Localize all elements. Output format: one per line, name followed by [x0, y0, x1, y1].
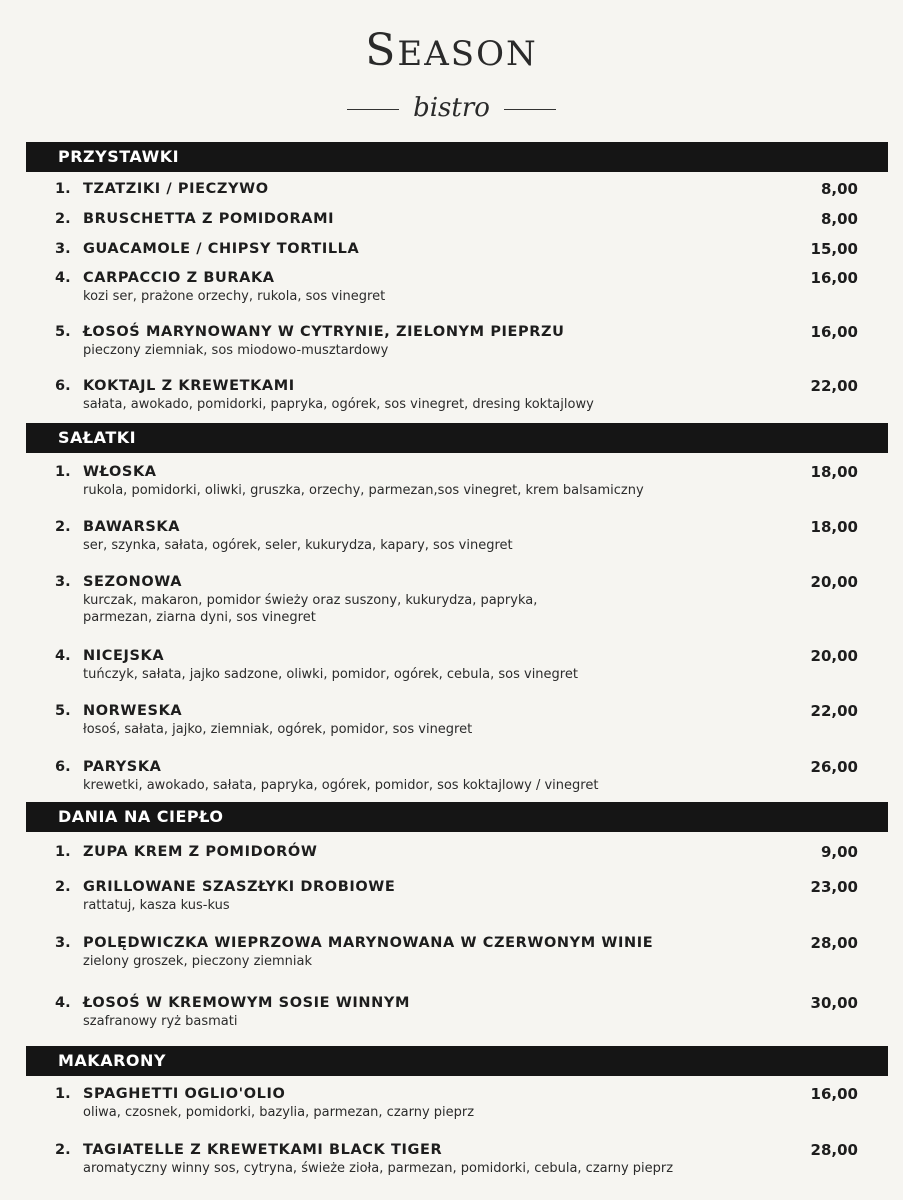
item-number: 4. — [55, 648, 71, 664]
item-description: pieczony ziemniak, sos miodowo-musztardowy — [83, 343, 389, 358]
item-description: tuńczyk, sałata, jajko sadzone, oliwki, pomidor, ogórek, cebula, sos vinegret — [83, 667, 578, 682]
item-description: sałata, awokado, pomidorki, papryka, ogórek, sos vinegret, dresing koktajlowy — [83, 397, 594, 412]
menu-item — [55, 239, 858, 259]
item-description: łosoś, sałata, jajko, ziemniak, ogórek, pomidor, sos vinegret — [83, 722, 473, 737]
item-name: TAGIATELLE Z KREWETKAMI BLACK TIGER — [83, 1142, 443, 1158]
logo-dash-left — [347, 109, 399, 110]
menu-item — [55, 701, 858, 738]
menu-item — [55, 209, 858, 229]
item-name: POLĘDWICZKA WIEPRZOWA MARYNOWANA W CZERWONYM WINIE — [83, 935, 654, 951]
menu-item — [55, 179, 858, 199]
item-number: 6. — [55, 759, 71, 775]
item-description: szafranowy ryż basmati — [83, 1014, 238, 1029]
menu-item — [55, 322, 858, 359]
item-number: 1. — [55, 464, 71, 480]
menu-item — [55, 376, 858, 413]
item-name: KOKTAJL Z KREWETKAMI — [83, 378, 295, 394]
item-price: 8,00 — [820, 180, 858, 198]
item-name: GUACAMOLE / CHIPSY TORTILLA — [83, 241, 360, 257]
section-header-salatki: SAŁATKI — [26, 423, 888, 453]
item-description: zielony groszek, pieczony ziemniak — [83, 954, 313, 969]
item-number: 1. — [55, 1086, 71, 1102]
item-name: TZATZIKI / PIECZYWO — [83, 181, 269, 197]
item-price: 26,00 — [810, 758, 858, 776]
item-description-line2: parmezan, ziarna dyni, sos vinegret — [83, 610, 316, 625]
item-price: 28,00 — [810, 1141, 858, 1159]
item-number: 1. — [55, 181, 71, 197]
item-number: 5. — [55, 324, 71, 340]
item-number: 3. — [55, 574, 71, 590]
item-price: 20,00 — [810, 647, 858, 665]
menu-item — [55, 572, 858, 626]
item-number: 4. — [55, 270, 71, 286]
item-price: 8,00 — [820, 210, 858, 228]
item-price: 18,00 — [810, 518, 858, 536]
item-name: CARPACCIO Z BURAKA — [83, 270, 275, 286]
item-name: WŁOSKA — [83, 464, 157, 480]
logo-subtitle-text: bistro — [413, 93, 490, 123]
item-price: 16,00 — [810, 1085, 858, 1103]
item-number: 4. — [55, 995, 71, 1011]
menu-item — [55, 993, 858, 1030]
item-number: 1. — [55, 844, 71, 860]
item-description: krewetki, awokado, sałata, papryka, ogórek, pomidor, sos koktajlowy / vinegret — [83, 778, 599, 793]
item-price: 18,00 — [810, 463, 858, 481]
item-number: 2. — [55, 879, 71, 895]
item-name: BAWARSKA — [83, 519, 181, 535]
section-header-makarony: MAKARONY — [26, 1046, 888, 1076]
item-price: 22,00 — [810, 702, 858, 720]
item-price: 23,00 — [810, 878, 858, 896]
logo-title-cap: S — [365, 25, 398, 76]
item-description: kurczak, makaron, pomidor świeży oraz suszony, kukurydza, papryka, — [83, 593, 538, 608]
item-description: aromatyczny winny sos, cytryna, świeże zioła, parmezan, pomidorki, cebula, czarny pieprz — [83, 1161, 674, 1176]
item-description: oliwa, czosnek, pomidorki, bazylia, parmezan, czarny pieprz — [83, 1105, 475, 1120]
item-price: 16,00 — [810, 269, 858, 287]
item-price: 30,00 — [810, 994, 858, 1012]
item-name: PARYSKA — [83, 759, 162, 775]
item-name: SEZONOWA — [83, 574, 183, 590]
logo-dash-right — [504, 109, 556, 110]
item-name: NORWESKA — [83, 703, 183, 719]
section-header-przystawki: PRZYSTAWKI — [26, 142, 888, 172]
menu-item — [55, 646, 858, 683]
item-price: 22,00 — [810, 377, 858, 395]
menu-item — [55, 462, 858, 499]
menu-item — [55, 1140, 858, 1177]
item-description: rukola, pomidorki, oliwki, gruszka, orzechy, parmezan,sos vinegret, krem balsamiczny — [83, 483, 644, 498]
item-name: GRILLOWANE SZASZŁYKI DROBIOWE — [83, 879, 396, 895]
item-description: rattatuj, kasza kus-kus — [83, 898, 230, 913]
menu-item — [55, 933, 858, 970]
menu-item — [55, 757, 858, 794]
item-price: 16,00 — [810, 323, 858, 341]
item-number: 5. — [55, 703, 71, 719]
item-price: 9,00 — [820, 843, 858, 861]
item-price: 28,00 — [810, 934, 858, 952]
item-description: ser, szynka, sałata, ogórek, seler, kukurydza, kapary, sos vinegret — [83, 538, 513, 553]
item-number: 2. — [55, 211, 71, 227]
item-name: SPAGHETTI OGLIO'OLIO — [83, 1086, 286, 1102]
item-price: 15,00 — [810, 240, 858, 258]
item-name: ŁOSOŚ MARYNOWANY W CYTRYNIE, ZIELONYM PIEPRZU — [83, 324, 565, 340]
section-header-dania-na-cieplo: DANIA NA CIEPŁO — [26, 802, 888, 832]
item-name: NICEJSKA — [83, 648, 165, 664]
menu-item — [55, 1084, 858, 1121]
item-number: 3. — [55, 935, 71, 951]
item-number: 2. — [55, 1142, 71, 1158]
item-name: ZUPA KREM Z POMIDORÓW — [83, 844, 318, 860]
menu-item — [55, 877, 858, 914]
logo-subtitle — [0, 91, 903, 125]
item-name: ŁOSOŚ W KREMOWYM SOSIE WINNYM — [83, 995, 411, 1011]
item-number: 6. — [55, 378, 71, 394]
menu-item — [55, 842, 858, 862]
restaurant-logo — [0, 18, 903, 125]
item-number: 3. — [55, 241, 71, 257]
item-name: BRUSCHETTA Z POMIDORAMI — [83, 211, 335, 227]
menu-item — [55, 517, 858, 554]
menu-item — [55, 268, 858, 305]
logo-title — [0, 18, 903, 87]
logo-title-rest: EASON — [397, 34, 538, 74]
item-description: kozi ser, prażone orzechy, rukola, sos vinegret — [83, 289, 386, 304]
item-price: 20,00 — [810, 573, 858, 591]
item-number: 2. — [55, 519, 71, 535]
